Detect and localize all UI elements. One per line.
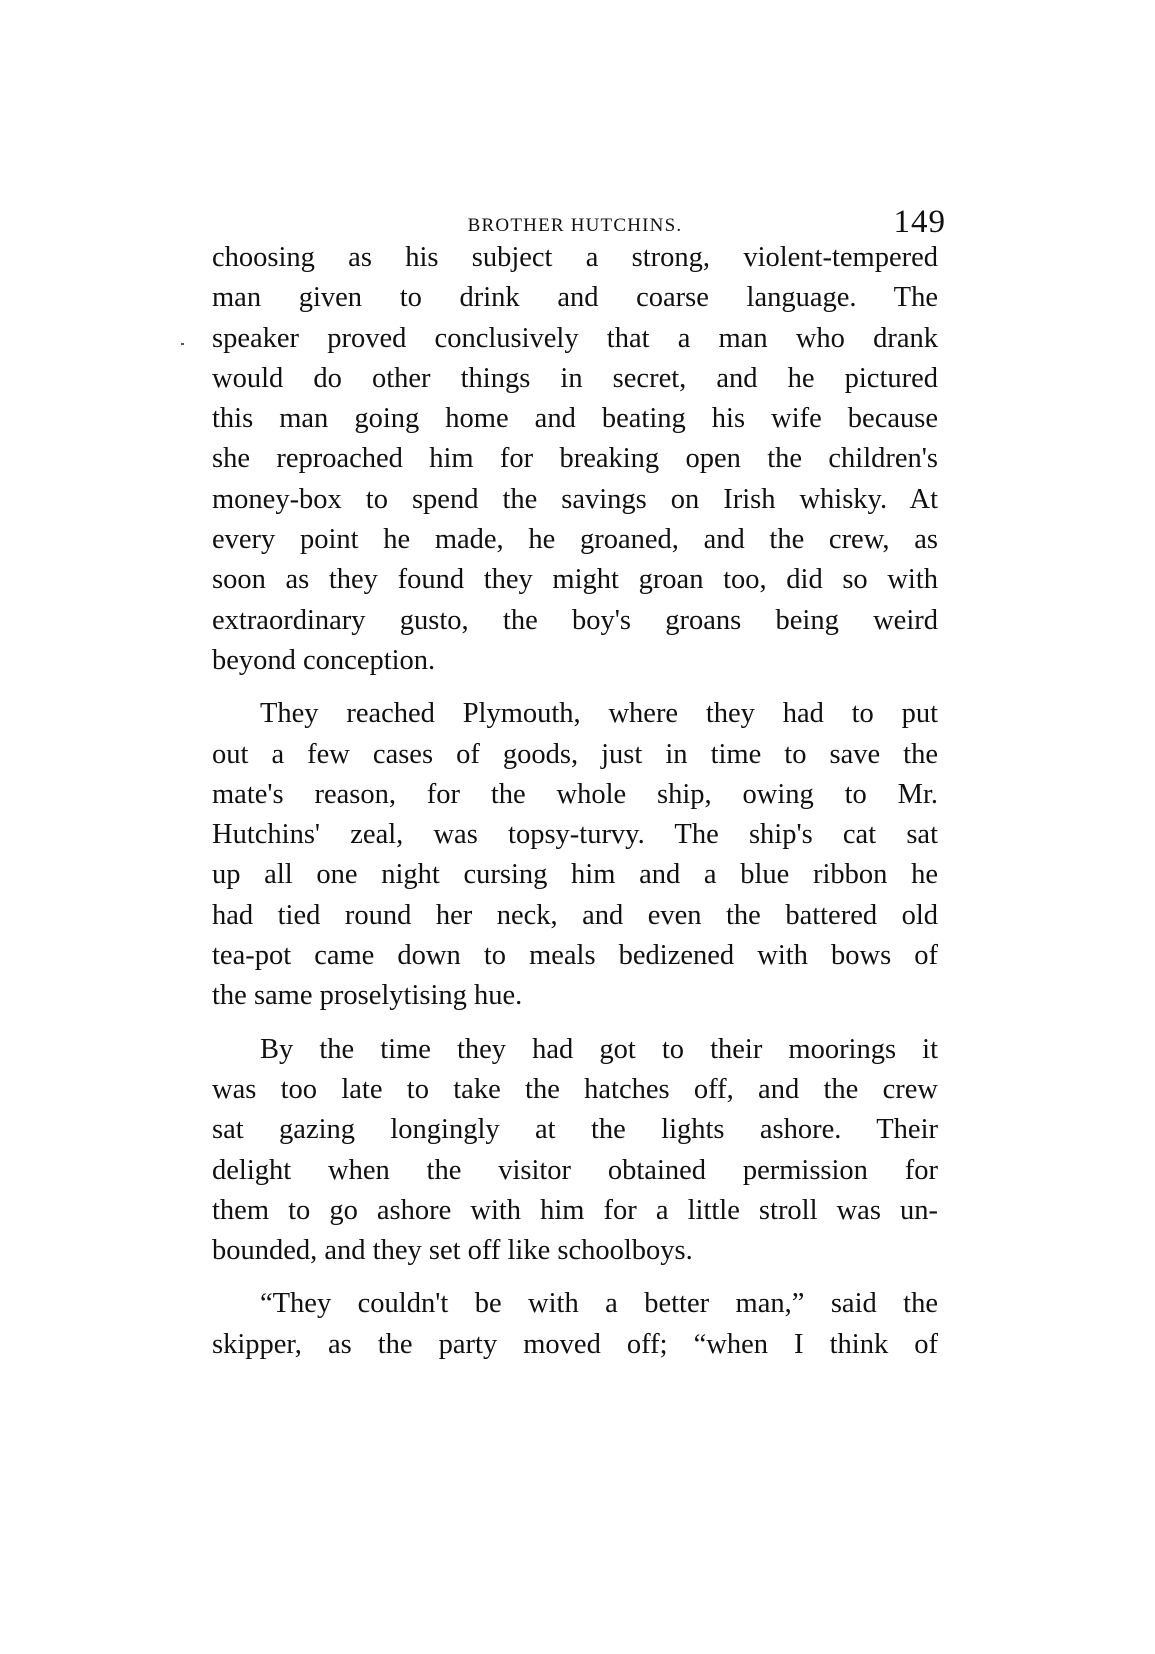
text-line: soon as they found they might groan too, did so with [212, 564, 938, 596]
text-line: delight when the visitor obtained permission for [212, 1154, 938, 1186]
text-line: mate's reason, for the whole ship, owing to Mr. [212, 778, 938, 810]
page-number: 149 [893, 204, 946, 240]
text-line: tea-pot came down to meals bedizened with bows of [212, 940, 938, 972]
text-line: extraordinary gusto, the boy's groans being weird [212, 604, 938, 636]
text-line: skipper, as the party moved off; “when I think of [212, 1328, 938, 1360]
body-text [212, 238, 938, 1365]
text-line: out a few cases of goods, just in time to save the [212, 738, 938, 770]
margin-mark [181, 343, 184, 345]
paragraph-3 [212, 1030, 938, 1272]
text-line: speaker proved conclusively that a man who drank [212, 322, 938, 354]
text-line: man given to drink and coarse language. The [212, 282, 938, 314]
text-line: them to go ashore with him for a little stroll was un- [212, 1194, 938, 1226]
text-line: “They couldn't be with a better man,” said the [260, 1288, 938, 1320]
text-line: sat gazing longingly at the lights ashore. Their [212, 1114, 938, 1146]
text-line: was too late to take the hatches off, and the crew [212, 1073, 938, 1105]
paragraph-1 [212, 238, 938, 681]
running-title: BROTHER HUTCHINS. [467, 215, 683, 236]
text-line: up all one night cursing him and a blue ribbon he [212, 859, 938, 891]
text-line: she reproached him for breaking open the children's [212, 443, 938, 475]
text-line: this man going home and beating his wife because [212, 403, 938, 435]
text-line: Hutchins' zeal, was topsy-turvy. The ship's cat sat [212, 819, 938, 851]
text-line: bounded, and they set off like schoolboys. [212, 1235, 693, 1267]
paragraph-2 [212, 694, 938, 1016]
text-line: money-box to spend the savings on Irish whisky. At [212, 483, 938, 515]
text-line: would do other things in secret, and he pictured [212, 362, 938, 394]
paragraph-4 [212, 1284, 938, 1365]
text-line: had tied round her neck, and even the battered old [212, 899, 938, 931]
text-line: beyond conception. [212, 644, 436, 676]
text-line: By the time they had got to their moorings it [260, 1033, 938, 1065]
text-line: every point he made, he groaned, and the crew, as [212, 524, 938, 556]
text-line: They reached Plymouth, where they had to put [260, 698, 938, 730]
text-line: choosing as his subject a strong, violent-tempered [212, 242, 938, 273]
text-line: the same proselytising hue. [212, 980, 523, 1012]
